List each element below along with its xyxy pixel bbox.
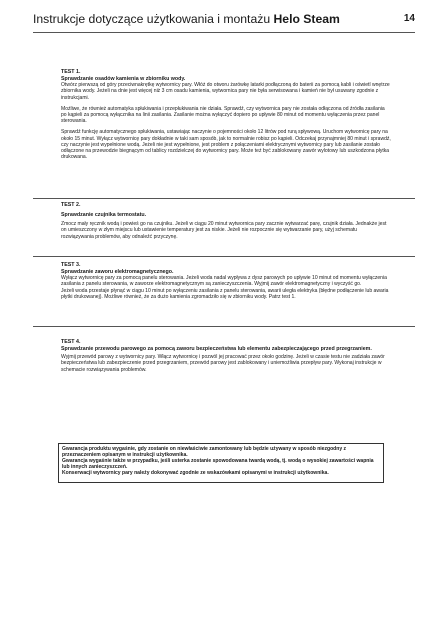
test-2-paragraph-1: Zmocz mały ręcznik wodą i powieś go na czujniku. Jeżeli w ciągu 20 minut wytwornica pary zacznie wytwarzać parę, czujnik działa. Jednakże jest on umieszczony w złym miejscu lub ustawienie temperatury jest za niskie. Jeżeli nie rozpocznie się wytwarzanie pary, użyj schematu rozwiązywania problemów, aby odnaleźć przyczynę.: [61, 221, 387, 240]
test-3-section: [61, 262, 391, 300]
test-1-paragraph-3: Sprawdź funkcję automatycznego spłukiwania, ustawiając naczynie o pojemności około 12 litrów pod rurą spływową. Uruchom wytwornicę pary na około 15 minut. Wyłącz wytwornicę pary dokładnie w taki sam sposób, jak to normalnie robisz po kąpieli. Odczekaj przynajmniej 80 minut i sprawdź, czy naczynie jest wypełnione wodą. Jeżeli nie jest wypełnione, jest problem z połączeniami elektrycznymi wytwornicy pary lub zasilanie zostało odłączone na przewodzie biegnącym od tablicy rozdzielczej do wytwornicy pary. Może też być zablokowany zawór wylotowy lub uszkodzona płytka drukowana.: [61, 129, 391, 161]
test-1-subtitle: Sprawdzanie osadów kamienia w zbiorniku wody.: [61, 75, 186, 82]
section-divider: [33, 256, 415, 257]
test-3-title: TEST 3.: [61, 262, 81, 268]
test-1-title: TEST 1.: [61, 69, 81, 75]
test-2-title: TEST 2.: [61, 202, 81, 208]
test-3-paragraph-1: Wyłącz wytwornicę pary za pomocą panelu sterowania. Jeżeli woda nadal wypływa z dysz parowych po upływie 10 minut od momentu wyłączenia zasilania z panelu sterowania, w zaworze elektromagnetycznym są zanieczyszczenia. Wyjmij zawór elektromagnetyczny i wyczyść go.: [61, 275, 387, 288]
section-divider: [33, 198, 415, 199]
test-2-section: [61, 202, 391, 240]
page-number: 14: [403, 13, 415, 24]
warranty-line-2: Gwarancja wygaśnie także w przypadku, jeśli usterka zostanie spowodowana twardą wodą, tj. wodą o wysokiej zawartości wapnia lub innych zanieczyszczeń.: [62, 458, 374, 471]
warranty-notice-box: [58, 443, 384, 483]
test-4-title: TEST 4.: [61, 339, 81, 345]
warranty-line-3: Konserwacji wytwornicy pary należy dokonywać zgodnie ze wskazówkami opisanymi w instrukcji użytkownika.: [62, 470, 329, 477]
test-2-subtitle: Sprawdzanie czujnika termostatu.: [61, 211, 147, 218]
test-1-paragraph-2: Możliwe, że również automatyka spłukiwania i przepłukiwania nie działa. Sprawdź, czy wytwornica pary nie została odłączona od źródła zasilania po kąpieli za pomocą wyłącznika na linii zasilania. Zasilanie można wyłączyć dopiero po upływie 80 minut od momentu wyłączenia przez panel sterowania.: [61, 105, 385, 125]
test-1-section: [61, 69, 391, 160]
page-title: [33, 12, 340, 26]
warranty-line-1: Gwarancja produktu wygaśnie, gdy zostanie on niewłaściwie zamontowany lub będzie używany w sposób niezgodny z przeznaczeniem opisanym w instrukcji użytkownika.: [62, 446, 347, 459]
test-4-section: [61, 339, 391, 373]
test-3-paragraph-2: Jeżeli woda przestaje płynąć w ciągu 10 minut po wyłączeniu zasilania z panelu sterowania, awarii uległa elektryka (błędne podłączenie lub awaria płytki drukowanej). Możliwe również, że za dużo kamienia zgromadziło się w zbiorniku wody. Patrz test 1.: [61, 287, 389, 300]
test-3-subtitle: Sprawdzanie zaworu elektromagnetycznego.: [61, 268, 174, 275]
header-divider: [33, 32, 415, 33]
section-divider: [33, 326, 415, 327]
test-4-paragraph-1: Wyjmij przewód parowy z wytwornicy pary. Włącz wytwornicę i pozwól jej pracować przez około godzinę. Jeżeli w czasie testu nie zadziała zawór bezpieczeństwa lub zabezpieczenie przed przegrzaniem, przewód parowy jest zablokowany i uniemożliwia przepływ pary. Wykonaj instrukcje w schemacie rozwiązywania problemów.: [61, 354, 385, 373]
title-prefix: Instrukcje dotyczące użytkowania i montażu: [33, 12, 274, 26]
test-4-subtitle: Sprawdzanie przewodu parowego za pomocą zaworu bezpieczeństwa lub elementu zabezpieczającego przed przegrzaniem.: [61, 345, 372, 352]
test-1-paragraph-1: Otwórz pierwszą od góry przeciwnakrętkę wytwornicy pary. Włóż do otworu żarówkę latarki podłączoną do baterii za pomocą kabli i oświetl wnętrze zbiornika wody. Jeżeli na dnie jest więcej niż 3 cm osadu kamienia, wytwornica pary nie była serwisowana i kamień nie był usuwany zgodnie z instrukcjami.: [61, 82, 390, 101]
page-header: [33, 11, 415, 29]
title-brand: Helo Steam: [273, 12, 340, 26]
